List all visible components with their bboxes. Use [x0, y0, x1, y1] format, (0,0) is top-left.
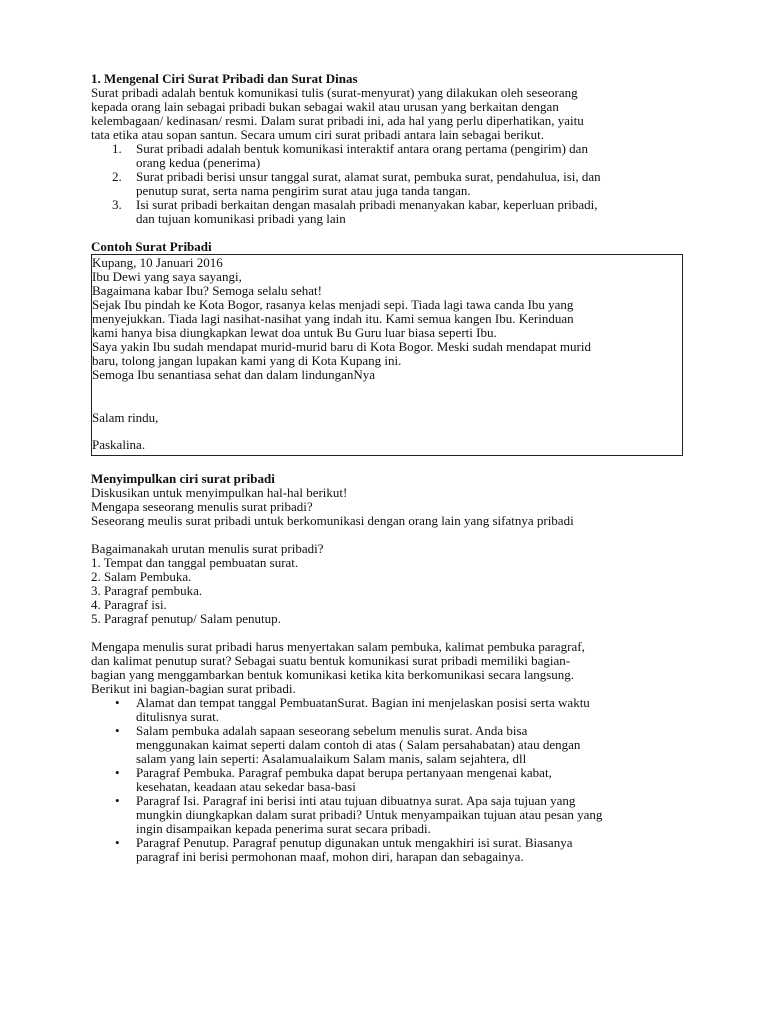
- list-number: 3.: [112, 197, 122, 212]
- parts-bullet-list: [91, 696, 691, 864]
- characteristics-list: [91, 142, 691, 226]
- intro-line: kepada orang lain sebagai pribadi bukan sebagai wakil atau urusan yang berkaitan dengan: [91, 99, 559, 114]
- intro-line: tata etika atau sopan santun. Secara umum ciri surat pribadi antara lain sebagai berikut.: [91, 127, 545, 142]
- letter-line: Saya yakin Ibu sudah mendapat murid-murid baru di Kota Bogor. Meski sudah mendapat murid: [92, 339, 591, 354]
- letter-line: kami hanya bisa diungkapkan lewat doa untuk Bu Guru luar biasa seperti Ibu.: [92, 325, 497, 340]
- list-line: Isi surat pribadi berkaitan dengan masalah pribadi menanyakan kabar, keperluan pribadi,: [136, 197, 598, 212]
- order-item: 3. Paragraf pembuka.: [91, 583, 203, 598]
- letter-line: Bagaimana kabar Ibu? Semoga selalu sehat!: [92, 283, 322, 298]
- why-paragraph: [91, 640, 691, 696]
- why-line: bagian yang menggambarkan bentuk komunikasi ketika kita berkomunikasi secara langsung.: [91, 667, 575, 682]
- list-line: Surat pribadi berisi unsur tanggal surat, alamat surat, pembuka surat, pendahulua, isi, dan: [136, 169, 601, 184]
- list-line: Surat pribadi adalah bentuk komunikasi interaktif antara orang pertama (pengirim) dan: [136, 141, 588, 156]
- bullet-icon: •: [115, 793, 120, 808]
- bullet-item: [91, 794, 691, 836]
- list-number: 2.: [112, 169, 122, 184]
- bullet-line: ditulisnya surat.: [136, 709, 220, 724]
- letter-date: Kupang, 10 Januari 2016: [92, 255, 223, 270]
- document-page: [91, 72, 691, 864]
- summary-title: Menyimpulkan ciri surat pribadi: [91, 471, 275, 486]
- order-item: 1. Tempat dan tanggal pembuatan surat.: [91, 555, 299, 570]
- list-number: 1.: [112, 141, 122, 156]
- list-item: [91, 198, 691, 226]
- bullet-item: [91, 766, 691, 794]
- bullet-line: salam yang lain seperti: Asalamualaikum Salam manis, salam sejahtera, dll: [136, 751, 527, 766]
- letter-signature: Paskalina.: [92, 437, 146, 452]
- bullet-icon: •: [115, 695, 120, 710]
- order-list: [91, 556, 691, 626]
- bullet-line: menggunakan kaimat seperti dalam contoh di atas ( Salam persahabatan) atau dengan: [136, 737, 581, 752]
- letter-line: Sejak Ibu pindah ke Kota Bogor, rasanya kelas menjadi sepi. Tiada lagi tawa canda Ibu yang: [92, 297, 574, 312]
- order-item: 5. Paragraf penutup/ Salam penutup.: [91, 611, 281, 626]
- bullet-line: mungkin diungkapkan dalam surat pribadi? Untuk menyampaikan tujuan atau pesan yang: [136, 807, 603, 822]
- list-line: penutup surat, serta nama pengirim surat atau juga tanda tangan.: [136, 183, 471, 198]
- bullet-item: [91, 696, 691, 724]
- letter-line: Semoga Ibu senantiasa sehat dan dalam lindunganNya: [92, 367, 376, 382]
- letter-greeting: Ibu Dewi yang saya sayangi,: [92, 269, 242, 284]
- intro-line: Surat pribadi adalah bentuk komunikasi tulis (surat-menyurat) yang dilakukan oleh seseorang: [91, 85, 578, 100]
- order-question: Bagaimanakah urutan menulis surat pribadi?: [91, 541, 324, 556]
- order-item: 2. Salam Pembuka.: [91, 569, 192, 584]
- bullet-icon: •: [115, 723, 120, 738]
- letter-closing: Salam rindu,: [92, 410, 159, 425]
- intro-line: kelembagaan/ kedinasan/ resmi. Dalam surat pribadi ini, ada hal yang perlu diperhatikan, yaitu: [91, 113, 584, 128]
- example-title: Contoh Surat Pribadi: [91, 239, 212, 254]
- example-letter-box: [91, 254, 683, 456]
- list-line: dan tujuan komunikasi pribadi yang lain: [136, 211, 346, 226]
- summary-line: Diskusikan untuk menyimpulkan hal-hal berikut!: [91, 485, 348, 500]
- bullet-line: Paragraf Pembuka. Paragraf pembuka dapat berupa pertanyaan mengenai kabat,: [136, 765, 552, 780]
- intro-paragraph: [91, 86, 691, 142]
- summary-answer: Seseorang meulis surat pribadi untuk berkomunikasi dengan orang lain yang sifatnya pribadi: [91, 513, 574, 528]
- bullet-line: Paragraf Isi. Paragraf ini berisi inti atau tujuan dibuatnya surat. Apa saja tujuan yang: [136, 793, 576, 808]
- bullet-line: kesehatan, keadaan atau sekedar basa-basi: [136, 779, 356, 794]
- order-item: 4. Paragraf isi.: [91, 597, 167, 612]
- section-title: 1. Mengenal Ciri Surat Pribadi dan Surat Dinas: [91, 71, 358, 86]
- letter-line: menyejukkan. Tiada lagi nasihat-nasihat yang indah itu. Kami semua kangen Ibu. Kerinduan: [92, 311, 574, 326]
- list-line: orang kedua (penerima): [136, 155, 261, 170]
- why-line: dan kalimat penutup surat? Sebagai suatu bentuk komunikasi surat pribadi memiliki bagian-: [91, 653, 571, 668]
- bullet-line: Alamat dan tempat tanggal PembuatanSurat. Bagian ini menjelaskan posisi serta waktu: [136, 695, 590, 710]
- bullet-line: ingin disampaikan kepada penerima surat secara pribadi.: [136, 821, 431, 836]
- bullet-line: Salam pembuka adalah sapaan seseorang sebelum menulis surat. Anda bisa: [136, 723, 528, 738]
- bullet-icon: •: [115, 835, 120, 850]
- list-item: [91, 170, 691, 198]
- bullet-line: Paragraf Penutup. Paragraf penutup digunakan untuk mengakhiri isi surat. Biasanya: [136, 835, 573, 850]
- bullet-item: [91, 724, 691, 766]
- list-item: [91, 142, 691, 170]
- bullet-icon: •: [115, 765, 120, 780]
- bullet-line: paragraf ini berisi permohonan maaf, mohon diri, harapan dan sebagainya.: [136, 849, 524, 864]
- summary-question: Mengapa seseorang menulis surat pribadi?: [91, 499, 313, 514]
- why-line: Berikut ini bagian-bagian surat pribadi.: [91, 681, 296, 696]
- bullet-item: [91, 836, 691, 864]
- why-line: Mengapa menulis surat pribadi harus menyertakan salam pembuka, kalimat pembuka paragraf,: [91, 639, 585, 654]
- letter-line: baru, tolong jangan lupakan kami yang di Kota Kupang ini.: [92, 353, 402, 368]
